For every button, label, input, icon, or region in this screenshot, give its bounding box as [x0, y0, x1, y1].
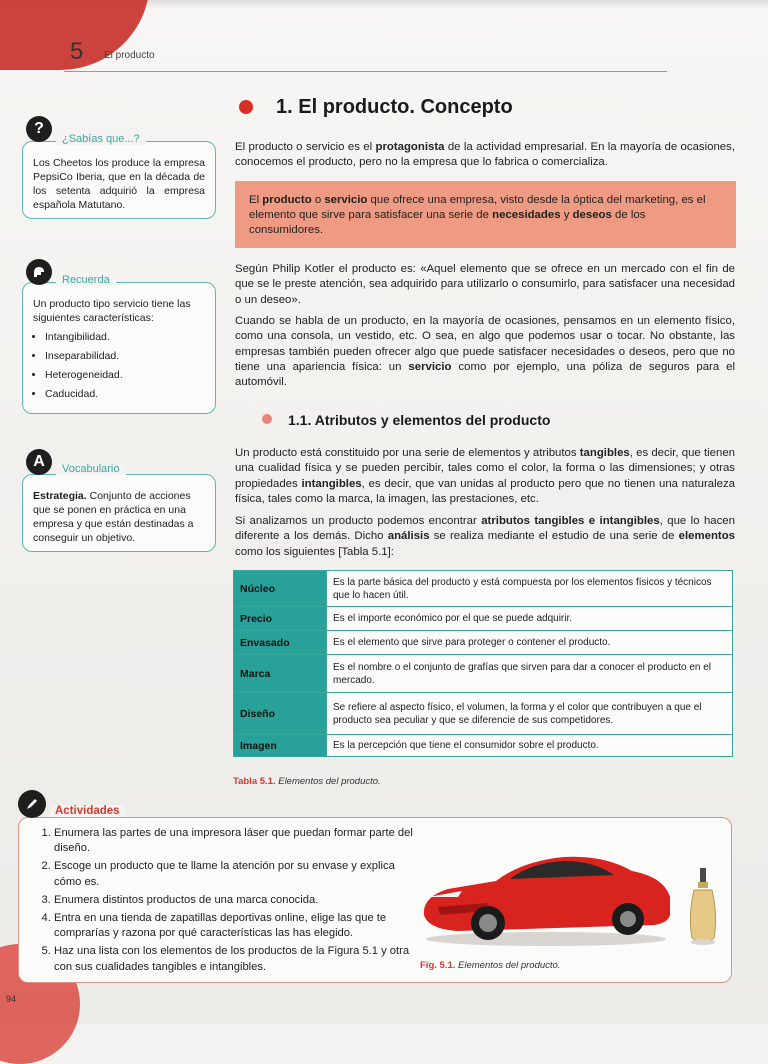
kotler-paragraph: Según Philip Kotler el producto es: «Aquel elemento que se ofrece en un mercado con el fin de que se le preste atención, sea adquirido para utilizarlo o consumirlo, para satisfacer una necesidad o un deseo». — [235, 263, 735, 306]
table-value: Es el importe económico por el que se puede adquirir. — [327, 607, 733, 631]
table-row — [234, 607, 733, 631]
table-value: Es la percepción que tiene el consumidor sobre el producto. — [327, 735, 733, 757]
intro-paragraph: El producto o servicio es el protagonista de la actividad empresarial. En la mayoría de ocasiones, conocemos el producto, pero no la empresa que lo fabrica o comercializa. — [235, 141, 735, 169]
activities-list — [38, 826, 424, 978]
table-row — [234, 571, 733, 607]
recuerda-item: • Inseparabilidad. — [45, 349, 205, 363]
activities-title: Actividades — [50, 805, 125, 817]
table-caption: Tabla 5.1. Elementos del producto. — [233, 776, 381, 787]
recuerda-title: Recuerda — [56, 274, 116, 286]
table-value: Es el nombre o el conjunto de grafías que sirven para dar a conocer el producto en el mercado. — [327, 655, 733, 693]
sabias-box — [22, 141, 216, 219]
question-icon: ? — [26, 116, 52, 142]
vocabulario-icon: A — [26, 449, 52, 475]
table-row — [234, 693, 733, 735]
sabias-text: Los Cheetos los produce la empresa PepsiCo Iberia, que en la década de los setenta adquirió la empresa española Matutano. — [33, 157, 205, 211]
activity-item: 3. Enumera distintos productos de una marca conocida. — [54, 893, 424, 908]
recuerda-intro: Un producto tipo servicio tiene las siguientes características: — [33, 298, 191, 324]
vocabulario-definition: Conjunto de acciones que se ponen en práctica en una empresa y que están destinadas a conseguir un objetivo. — [33, 490, 194, 544]
vocabulario-term: Estrategia. — [33, 490, 87, 502]
recuerda-item: • Heterogeneidad. — [45, 368, 205, 382]
vocabulario-title: Vocabulario — [56, 463, 126, 475]
recuerda-item: • Intangibilidad. — [45, 330, 205, 344]
definition-box: El producto o servicio que ofrece una empresa, visto desde la óptica del marketing, es el elemento que sirve para satisfacer una serie de necesidades y deseos de los consumidores. — [235, 181, 736, 248]
table-row — [234, 735, 733, 757]
attributes-paragraph: Un producto está constituido por una serie de elementos y atributos tangibles, es decir, que tienen una cualidad física y se pueden percibir, tales como el color, la forma o las dimensiones; y otras propiedades intangibles, es decir, que van unidas al producto pero que no tienen una naturaleza física, tales como la marca, la imagen, las prestaciones, etc. — [235, 447, 735, 505]
table-key: Núcleo — [234, 571, 327, 607]
activity-item: 1. Enumera las partes de una impresora láser que puedan formar parte del diseño. — [54, 826, 424, 856]
table-row — [234, 631, 733, 655]
figure-caption: Fig. 5.1. Elementos del producto. — [420, 960, 561, 971]
table-value: Se refiere al aspecto físico, el volumen, la forma y el color que contribuyen a que el producto sea peculiar y que se diferencie de sus competidores. — [327, 693, 733, 735]
recuerda-box — [22, 282, 216, 414]
recuerda-icon — [26, 259, 52, 285]
table-value: Es la parte básica del producto y está compuesta por los elementos físicos y técnicos que lo hacen útil. — [327, 571, 733, 607]
car-image — [418, 845, 674, 947]
page-title: 1. El producto. Concepto — [276, 96, 513, 118]
activity-item: 4. Entra en una tienda de zapatillas deportivas online, elige las que te comprarías y razona por qué características las has elegido. — [54, 911, 424, 941]
subtitle-bullet — [262, 414, 272, 424]
title-bullet — [239, 100, 253, 114]
activity-item: 2. Escoge un producto que te llame la atención por su envase y explica cómo es. — [54, 859, 424, 889]
recuerda-item: • Caducidad. — [45, 387, 205, 401]
section-subtitle: 1.1. Atributos y elementos del producto — [288, 412, 551, 428]
table-key: Precio — [234, 607, 327, 631]
table-row — [234, 655, 733, 693]
sabias-title: ¿Sabías que...? — [56, 133, 146, 145]
vocabulario-entry — [33, 489, 205, 545]
vocabulario-box — [22, 474, 216, 552]
chapter-number: 5 — [70, 38, 84, 65]
table-value: Es el elemento que sirve para proteger o contener el producto. — [327, 631, 733, 655]
recuerda-list — [33, 330, 205, 401]
table-key: Diseño — [234, 693, 327, 735]
table-key: Envasado — [234, 631, 327, 655]
perfume-image — [686, 866, 720, 948]
header-rule — [64, 71, 667, 72]
analysis-paragraph: Si analizamos un producto podemos encontrar atributos tangibles e intangibles, que lo hacen diferente a los demás. Dicho análisis se realiza mediante el estudio de una serie de elementos como los siguientes [Tabla 5.1]: — [235, 515, 735, 558]
table-key: Marca — [234, 655, 327, 693]
chapter-name: El producto — [104, 50, 155, 61]
service-paragraph: Cuando se habla de un producto, en la mayoría de ocasiones, pensamos en un elemento físico, como una consola, un vestido, etc. O sea, en algo que podemos usar o tocar. No obstante, las empresas también pueden ofrecer algo que puede satisfacer necesidades o deseos, pero que no tiene una apariencia física: un servicio como por ejemplo, una póliza de seguros para el automóvil. — [235, 315, 735, 389]
activity-item: 5. Haz una lista con los elementos de los productos de la Figura 5.1 y otra con sus cualidades tangibles e intangibles. — [54, 944, 424, 974]
table-key: Imagen — [234, 735, 327, 757]
page-number: 94 — [6, 994, 17, 1004]
actividades-icon — [18, 790, 46, 818]
elements-table — [233, 570, 733, 757]
